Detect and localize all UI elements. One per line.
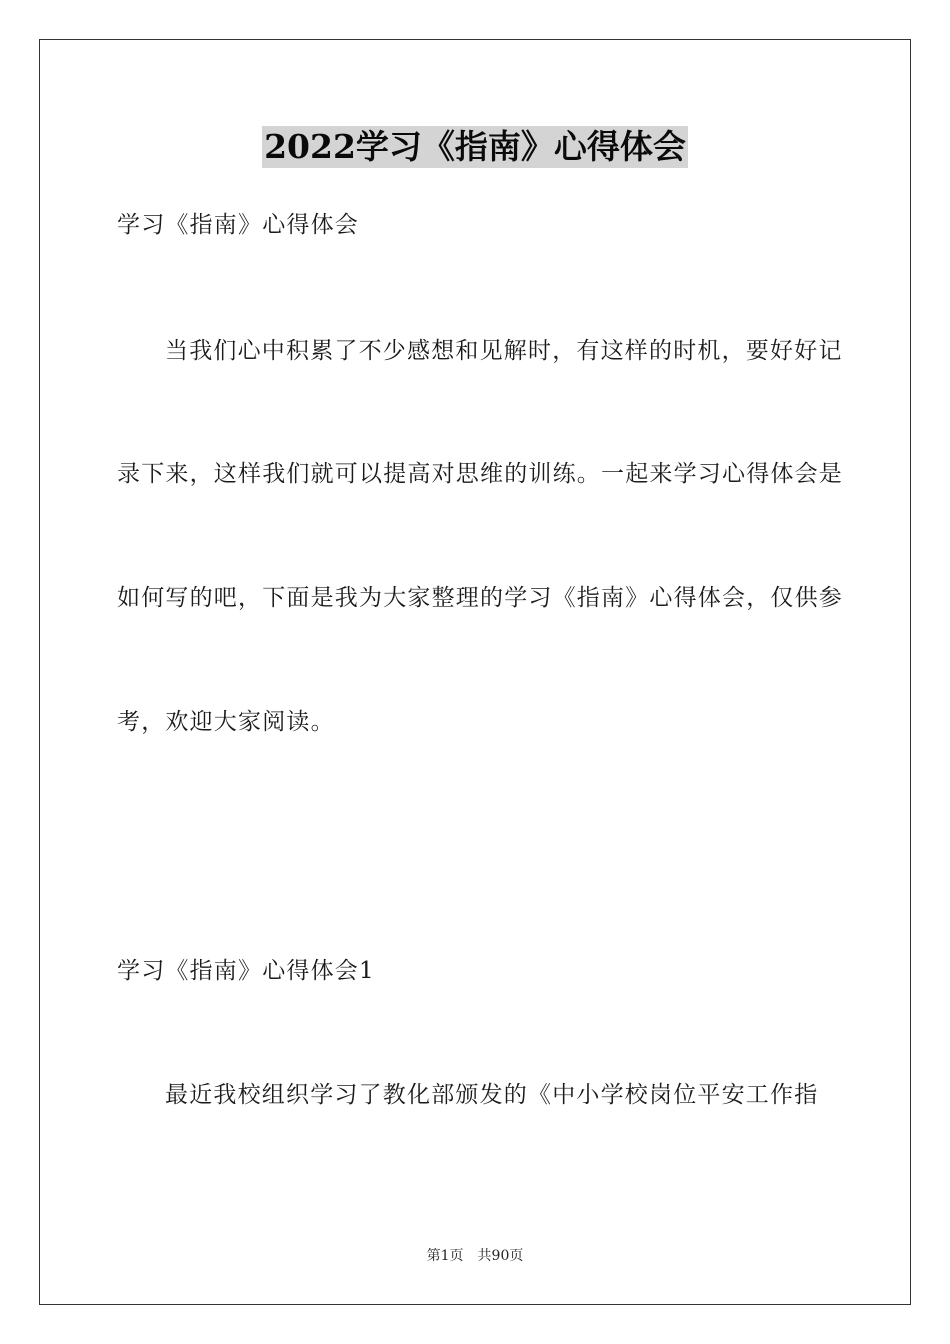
paragraph-line: 录下来，这样我们就可以提高对思维的训练。一起来学习心得体会是 xyxy=(117,461,843,487)
document-title: 2022学习《指南》心得体会 xyxy=(264,127,686,166)
paragraph-line: 考，欢迎大家阅读。 xyxy=(117,709,335,735)
page-number: 第1页 xyxy=(426,1248,464,1264)
paragraph-line: 如何写的吧，下面是我为大家整理的学习《指南》心得体会，仅供参 xyxy=(117,585,843,611)
paragraph-line: 当我们心中积累了不少感想和见解时，有这样的时机，要好好记 xyxy=(165,338,843,364)
subtitle-line: 学习《指南》心得体会 xyxy=(117,212,359,238)
title-container xyxy=(0,126,950,168)
section-heading: 学习《指南》心得体会1 xyxy=(117,958,375,984)
page-total: 共90页 xyxy=(477,1248,524,1264)
page-footer xyxy=(0,1246,950,1266)
paragraph-line: 最近我校组织学习了教化部颁发的《中小学校岗位平安工作指 xyxy=(165,1082,819,1108)
